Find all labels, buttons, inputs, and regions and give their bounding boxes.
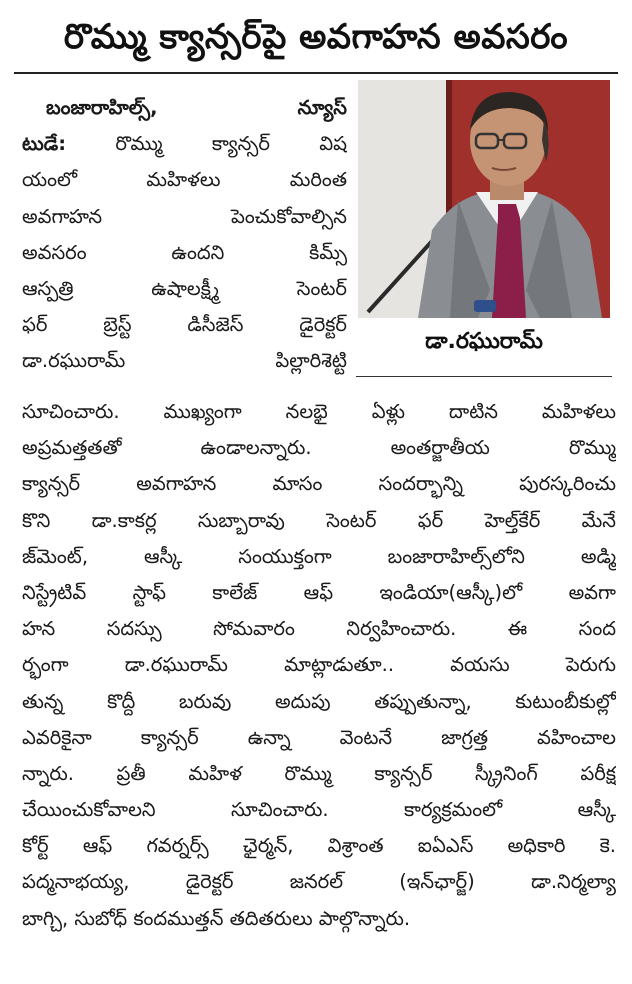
article-line: బాగ్చి, సుబోధ్ కందముత్తన్ తదితరులు పాల్గొన్నారు. — [22, 906, 411, 930]
photo-caption: డా.రఘురామ్ — [425, 329, 543, 354]
article-line: ర్భంగా డా.రఘురామ్ మాట్లాడుతూ.. వయసు పెరుగు — [22, 653, 616, 677]
article-line: టుడే: రొమ్ము క్యాన్సర్ విష — [22, 132, 347, 156]
article-line: అవసరం ఉందని కిమ్స్ — [22, 240, 347, 264]
caption-divider — [356, 376, 612, 377]
article-column-narrow — [22, 90, 347, 380]
article-line: ఆస్పత్రి ఉషాలక్ష్మీ సెంటర్ — [22, 276, 347, 300]
article-line: అవగాహన పెంచుకోవాల్సిన — [22, 204, 347, 228]
article-line: చేయించుకోవాలని సూచించారు. కార్యక్రమంలో ఆస్కీ — [22, 798, 616, 822]
article-line: ఎవరికైనా క్యాన్సర్ ఉన్నా వెంటనే జాగ్రత్త వహించాల — [22, 725, 616, 749]
article-line: ఫర్ బ్రెస్ట్ డిసీజెస్ డైరెక్టర్ — [22, 313, 347, 337]
article-column-wide — [22, 394, 616, 937]
article-line: సూచించారు. ముఖ్యంగా నలభై ఏళ్లు దాటిన మహిళలు — [22, 400, 616, 423]
speaker-photo-illustration — [358, 80, 610, 318]
article-line: డా.రఘురామ్ పిల్లారిశెట్టి — [22, 349, 347, 373]
article-line: కోర్ట్ ఆఫ్ గవర్నర్స్ ఛైర్మన్, విశ్రాంత ఐఏఎస్ అధికారి కె. — [22, 834, 616, 858]
dateline: టుడే: — [22, 132, 67, 156]
speaker-photo — [358, 80, 610, 318]
article-line: జ్‌మెంట్, ఆస్కీ సంయుక్తంగా బంజారాహిల్స్‌లోని అడ్మి — [22, 544, 616, 568]
article-line: క్యాన్సర్ అవగాహన మాసం సందర్భాన్ని పురస్కరించు — [22, 472, 616, 496]
article-line: న్నారు. ప్రతీ మహిళ రొమ్ము క్యాన్సర్ స్క్రీనింగ్ పరీక్ష — [22, 761, 616, 785]
article-line: పద్మనాభయ్య, డైరెక్టర్ జనరల్ (ఇన్‌ఛార్జ్) డా.నిర్మల్యా — [22, 870, 616, 894]
article-line: హన సదస్సు సోమవారం నిర్వహించారు. ఈ సంద — [22, 617, 616, 641]
article-line: యంలో మహిళలు మరింత — [22, 168, 347, 192]
article-line: కొని డా.కాకర్ల సుబ్బారావు సెంటర్ ఫర్ హెల్త్‌కేర్ మేనే — [22, 508, 616, 532]
article-line: నిస్ట్రేటివ్ స్టాఫ్ కాలేజ్ ఆఫ్ ఇండియా(ఆస్కీ)లో అవగా — [22, 580, 616, 604]
headline: రొమ్ము క్యాన్సర్‌పై అవగాహన అవసరం — [14, 10, 618, 74]
dateline: బంజారాహిల్స్, న్యూస్ — [46, 96, 347, 119]
article-line — [22, 90, 347, 126]
article-line: తున్న కొద్దీ బరువు అదుపు తప్పుతున్నా, కుటుంబీకుల్లో — [22, 689, 616, 713]
article-line: అప్రమత్తతతో ఉండాలన్నారు. అంతర్జాతీయ రొమ్ము — [22, 436, 616, 460]
